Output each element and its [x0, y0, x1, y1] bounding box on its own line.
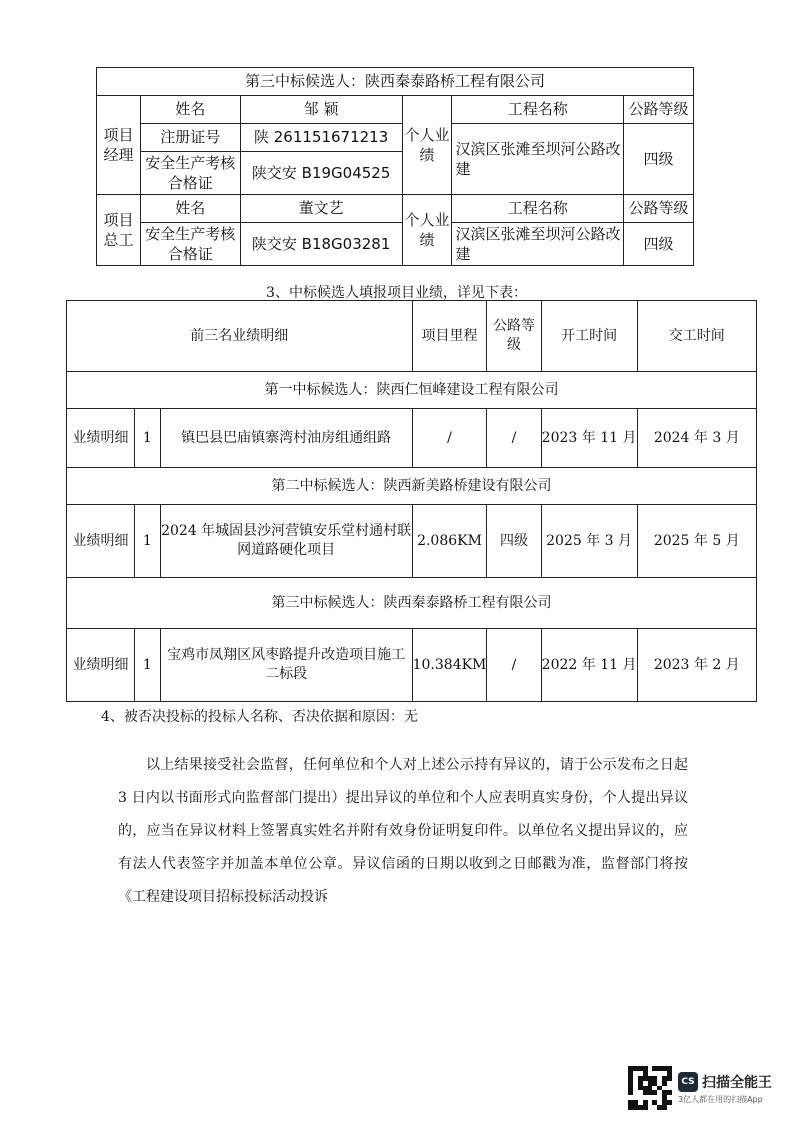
row-grade: 四级: [487, 505, 541, 578]
candidate-title: 第三中标候选人：陕西秦泰路桥工程有限公司: [97, 68, 694, 96]
header-detail: 前三名业绩明细: [67, 301, 413, 372]
manager-proj-name: 汉滨区张滩至坝河公路改建: [452, 124, 624, 195]
row-mileage: /: [412, 409, 487, 468]
engineer-proj-name-label: 工程名称: [452, 195, 624, 223]
row-project: 2024 年城固县沙河营镇安乐堂村通村联网道路硬化项目: [160, 505, 412, 578]
watermark-tagline: 3亿人都在用的扫描App: [678, 1094, 763, 1104]
row-label: 业绩明细: [67, 409, 135, 468]
camscanner-logo-icon: CS: [678, 1072, 698, 1092]
row-end: 2023 年 2 月: [637, 629, 756, 702]
section3-title: 3、中标候选人填报项目业绩，详见下表：: [266, 285, 527, 301]
engineer-name: 董文艺: [240, 195, 402, 223]
row-no: 1: [134, 505, 160, 578]
row-end: 2024 年 3 月: [637, 409, 756, 468]
engineer-name-label: 姓名: [140, 195, 240, 223]
row-label: 业绩明细: [67, 505, 135, 578]
row-start: 2022 年 11 月: [541, 629, 637, 702]
engineer-proj-name: 汉滨区张滩至坝河公路改建: [452, 223, 624, 266]
manager-proj-name-label: 工程名称: [452, 96, 624, 124]
manager-perf-label: 个人业绩: [402, 96, 452, 195]
manager-role: 项目经理: [97, 96, 141, 195]
row-grade: /: [487, 629, 541, 702]
engineer-perf-label: 个人业绩: [402, 195, 452, 266]
row-mileage: 2.086KM: [412, 505, 487, 578]
row-no: 1: [134, 409, 160, 468]
engineer-safety-no: 陕交安 B18G03281: [240, 223, 402, 266]
manager-name: 邹 颖: [240, 96, 402, 124]
header-grade: 公路等级: [487, 301, 541, 372]
candidate-1-title: 第一中标候选人：陕西仁恒峰建设工程有限公司: [67, 372, 757, 409]
header-mileage: 项目里程: [412, 301, 487, 372]
scanner-watermark: [628, 1066, 772, 1110]
notice-text: 以上结果接受社会监督，任何单位和个人对上述公示持有异议的，请于公示发布之日起 3 日内以书面形式向监督部门提出）提出异议的单位和个人应表明真实身份，个人提出异议的，应当在异议材料上签署真实姓名并附有效身份证明复印件。以单位名义提出异议的，应有法人代表签字并加盖本单位公章。异议信函的日期以收到之日邮戳为准，监督部门将按《工程建设项目招标投标活动投诉: [118, 757, 688, 905]
row-start: 2025 年 3 月: [541, 505, 637, 578]
manager-safety-no: 陕交安 B19G04525: [240, 152, 402, 195]
header-start: 开工时间: [541, 301, 637, 372]
manager-reg-no: 陕 261151671213: [240, 124, 402, 152]
engineer-safety-label: 安全生产考核合格证: [140, 223, 240, 266]
row-no: 1: [134, 629, 160, 702]
header-end: 交工时间: [637, 301, 756, 372]
row-project: 镇巴县巴庙镇寨湾村油房组通组路: [160, 409, 412, 468]
personnel-table: [96, 67, 694, 266]
qr-code-icon: [628, 1066, 672, 1110]
engineer-role: 项目总工: [97, 195, 141, 266]
engineer-grade: 四级: [624, 223, 694, 266]
watermark-name: 扫描全能王: [702, 1074, 772, 1091]
row-mileage: 10.384KM: [412, 629, 487, 702]
manager-grade: 四级: [624, 124, 694, 195]
engineer-grade-label: 公路等级: [624, 195, 694, 223]
candidate-2-title: 第二中标候选人：陕西新美路桥建设有限公司: [67, 468, 757, 505]
manager-grade-label: 公路等级: [624, 96, 694, 124]
manager-reg-label: 注册证号: [140, 124, 240, 152]
notice-paragraph: [118, 749, 688, 914]
row-label: 业绩明细: [67, 629, 135, 702]
candidate-3-title: 第三中标候选人：陕西秦泰路桥工程有限公司: [67, 578, 757, 629]
row-start: 2023 年 11 月: [541, 409, 637, 468]
row-grade: /: [487, 409, 541, 468]
performance-table: [66, 300, 757, 702]
row-project: 宝鸡市凤翔区风枣路提升改造项目施工二标段: [160, 629, 412, 702]
manager-name-label: 姓名: [140, 96, 240, 124]
section4-text: 4、被否决投标的投标人名称、否决依据和原因：无: [101, 709, 418, 725]
manager-safety-label: 安全生产考核合格证: [140, 152, 240, 195]
row-end: 2025 年 5 月: [637, 505, 756, 578]
